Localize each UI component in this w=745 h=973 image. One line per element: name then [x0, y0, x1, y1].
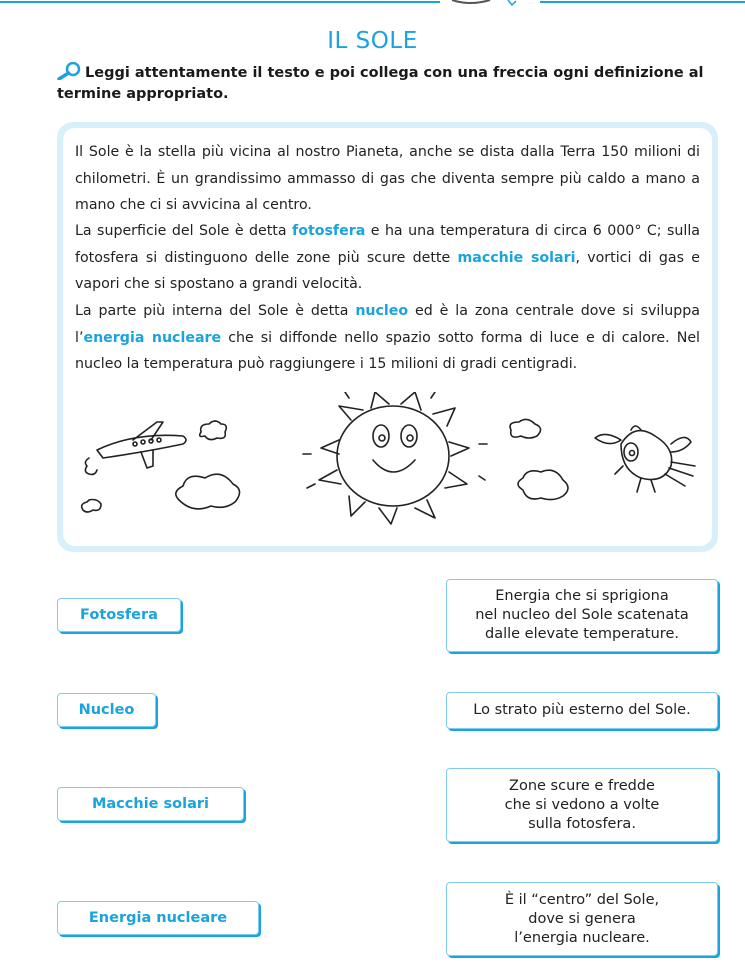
instruction	[57, 62, 727, 105]
term-energia-nucleare[interactable]: Energia nucleare	[57, 901, 259, 935]
page-title: IL SOLE	[327, 28, 418, 54]
top-decoration	[0, 0, 745, 8]
paragraph-2: La superficie del Sole è detta fotosfera e ha una temperatura di circa 6 000° C; sulla fotosfera si distinguono delle zone più scure dette macchie solari, vortici di gas e vapori che si spostano a grandi velocità.	[75, 223, 700, 292]
definition-strato-esterno[interactable]: Lo strato più esterno del Sole.	[446, 692, 718, 729]
instruction-text: Leggi attentamente il testo e poi collega con una freccia ogni definizione al termine appropriato.	[57, 65, 704, 102]
airplane-drawing	[82, 422, 186, 512]
bird-drawing	[595, 426, 695, 492]
definition-centro[interactable]: È il “centro” del Sole, dove si genera l’energia nucleare.	[446, 882, 718, 956]
keyword-macchie-solari: macchie solari	[457, 249, 576, 266]
keyword-nucleo: nucleo	[355, 303, 409, 319]
term-fotosfera[interactable]: Fotosfera	[57, 598, 181, 632]
term-macchie-solari[interactable]: Macchie solari	[57, 787, 244, 821]
definition-zone-scure[interactable]: Zone scure e fredde che si vedono a volte sulla fotosfera.	[446, 768, 718, 842]
cloud-drawing	[176, 419, 568, 508]
term-nucleo[interactable]: Nucleo	[57, 693, 156, 727]
paragraph-1: Il Sole è la stella più vicina al nostro Pianeta, anche se dista dalla Terra 150 milioni di chilometri. È un grandissimo ammasso di gas che diventa sempre più caldo a mano a mano che ci si avvicina al centro.	[75, 144, 700, 213]
illustration	[75, 392, 705, 532]
sun-drawing	[303, 392, 487, 524]
paragraph-3: La parte più interna del Sole è detta nucleo ed è la zona centrale dove si sviluppa l’energia nucleare che si diffonde nello spazio sotto forma di luce e di calore. Nel nucleo la temperatura può raggiungere i 15 milioni di gradi centigradi.	[75, 303, 700, 372]
keyword-energia-nucleare: energia nucleare	[83, 329, 222, 346]
keyword-fotosfera: fotosfera	[292, 223, 366, 239]
magnifier-icon	[57, 62, 83, 80]
definition-energia[interactable]: Energia che si sprigiona nel nucleo del Sole scatenata dalle elevate temperature.	[446, 579, 718, 652]
